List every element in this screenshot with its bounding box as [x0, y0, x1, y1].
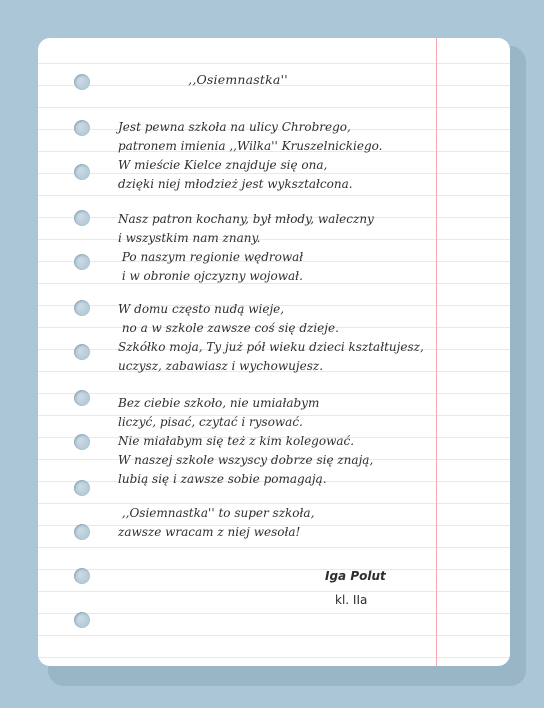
binder-hole [74, 568, 90, 584]
binder-hole [74, 210, 90, 226]
poem-line: ,,Osiemnastka'' to super szkoła, [118, 506, 315, 520]
notebook-page [38, 38, 510, 666]
poem-line: Jest pewna szkoła na ulicy Chrobrego, [118, 120, 351, 134]
poem-line: Szkółko moja, Ty już pół wieku dzieci kształtujesz, [118, 340, 424, 354]
binder-hole [74, 390, 90, 406]
binder-hole [74, 524, 90, 540]
binder-hole [74, 120, 90, 136]
poem-line: dzięki niej młodzież jest wykształcona. [118, 177, 353, 191]
poem-line: no a w szkole zawsze coś się dzieje. [118, 321, 339, 335]
binder-hole [74, 344, 90, 360]
poem-line: uczysz, zabawiasz i wychowujesz. [118, 359, 324, 373]
author-name: Iga Polut [325, 569, 386, 583]
binder-hole [74, 480, 90, 496]
binder-hole [74, 434, 90, 450]
poem-line: patronem imienia ,,Wilka'' Kruszelnickiego. [118, 139, 383, 153]
poem-line: i w obronie ojczyzny wojował. [118, 269, 303, 283]
poem-line: liczyć, pisać, czytać i rysować. [118, 415, 303, 429]
poem-line: zawsze wracam z niej wesoła! [118, 525, 301, 539]
poem-line: i wszystkim nam znany. [118, 231, 261, 245]
poem-title: ,,Osiemnastka'' [188, 72, 288, 87]
poem-line: Po naszym regionie wędrował [118, 250, 304, 264]
binder-hole [74, 164, 90, 180]
author-class: kl. IIa [335, 593, 368, 607]
poem-line: W naszej szkole wszyscy dobrze się znają, [118, 453, 374, 467]
binder-hole [74, 300, 90, 316]
poem-line: W mieście Kielce znajduje się ona, [118, 158, 328, 172]
poem-line: Nasz patron kochany, był młody, waleczny [118, 212, 374, 226]
poem-line: Bez ciebie szkoło, nie umiałabym [118, 396, 320, 410]
poem-line: lubią się i zawsze sobie pomagają. [118, 472, 327, 486]
binder-hole [74, 254, 90, 270]
binder-hole [74, 612, 90, 628]
margin-line [436, 38, 437, 666]
poem-line: W domu często nudą wieje, [118, 302, 285, 316]
poem-line: Nie miałabym się też z kim kolegować. [118, 434, 355, 448]
